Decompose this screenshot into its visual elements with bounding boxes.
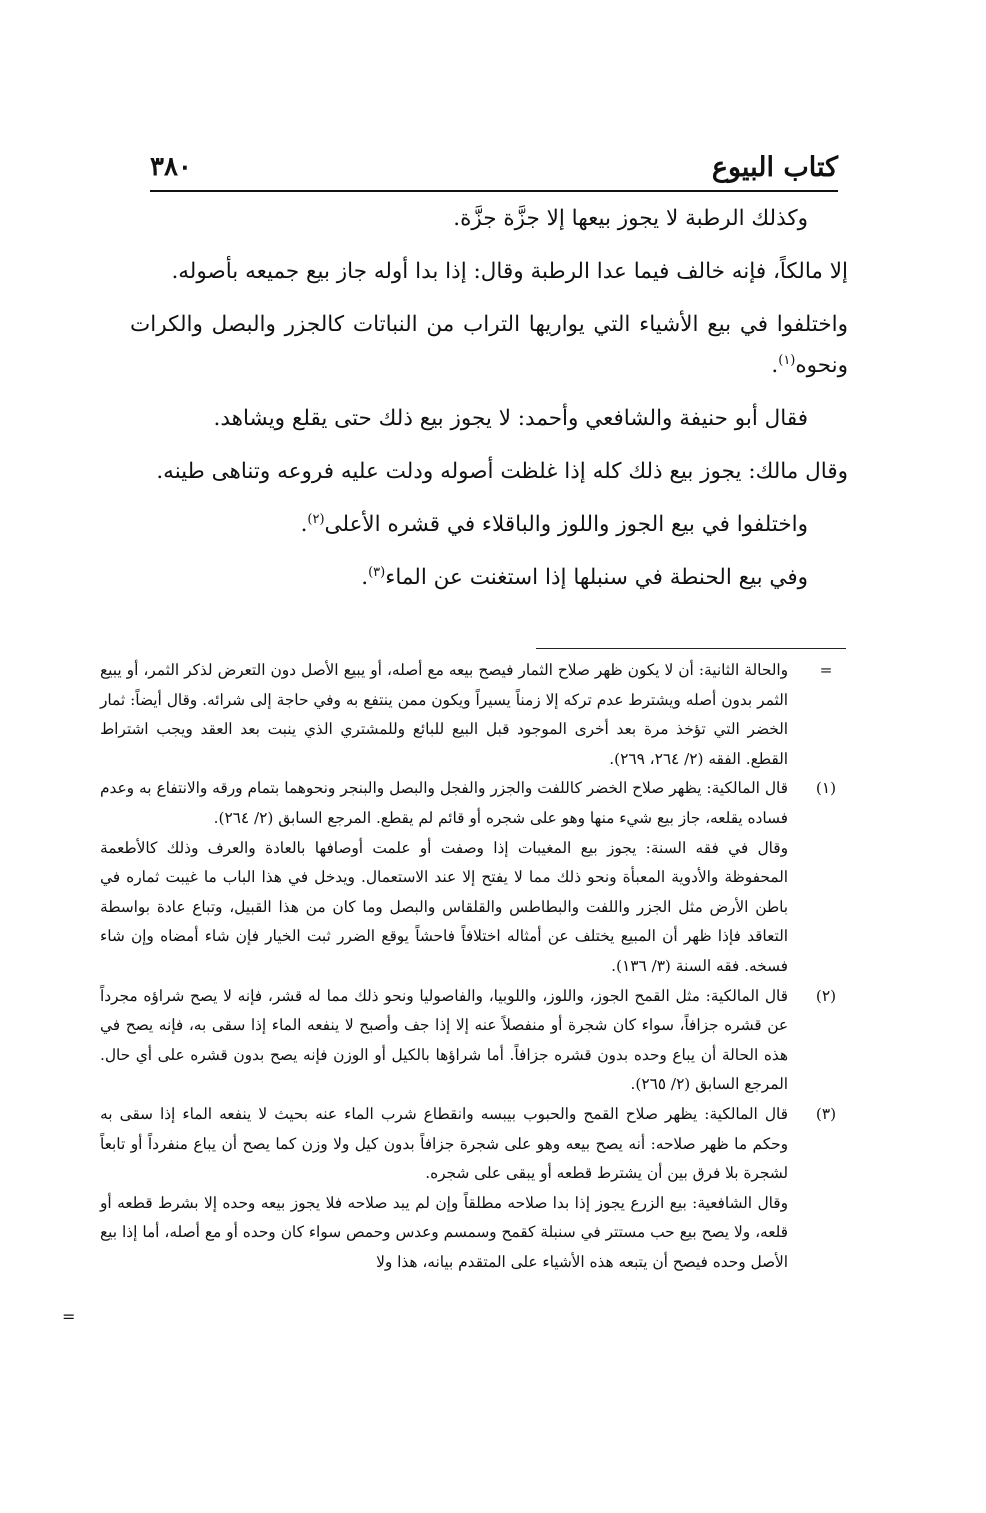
paragraph-7-text: وفي بيع الحنطة في سنبلها إذا استغنت عن الماء: [385, 565, 808, 590]
footnote-1-text-2: وقال في فقه السنة: يجوز بيع المغيبات إذا وصفت أو علمت أوصافها بالعادة والعرف وذلك كالأطعمة المحفوظة والأدوية المعبأة ونحو ذلك مما لا يفتح إلا عند الاستعمال. ويدخل في هذا الباب ما غيبت ثماره في باطن الأرض مثل الجزر واللفت والبطاطس والقلقاس والبصل وما كان من هذا القبيل، وتباع عادة بواسطة التعاقد فإذا ظهر أن المبيع يختلف عن أمثاله اختلافاً فاحشاً يوقع الضرر ثبت الخيار فإن شاء أمضاه وإن شاء فسخه. فقه السنة (٣/ ١٣٦).: [100, 838, 788, 975]
footnote-3-text-2: وقال الشافعية: بيع الزرع يجوز إذا بدا صلاحه مطلقاً وإن لم يبد صلاحه فلا يجوز بيعه وحده إلا بشرط قطعه أو قلعه، ولا يصح بيع حب مستتر في سنبلة كقمح وسمسم وعدس وحمص سواء كان وحده أو مع أصله، أما إذا بيع الأصل وحده فيصح أن يتبعه هذه الأشياء على المتقدم بيانه، هذا ولا: [100, 1193, 788, 1271]
footnote-3: [100, 1100, 848, 1189]
footnote-3-text: قال المالكية: يظهر صلاح القمح والحبوب بيبسه وانقطاع شرب الماء عنه بحيث لا ينفعه الماء إذا سقى به وحكم ما ظهر صلاحه: أنه يصح بيعه وهو على شجرة جزافاً بدون كيل ولا وزن كما يصح أن يباع منفرداً أو تابعاً لشجرة بلا فرق بين أن يشترط قطعه أو يبقى على شجره.: [100, 1104, 788, 1183]
footnote-separator: [536, 648, 846, 649]
paragraph-1: وكذلك الرطبة لا يجوز بيعها إلا جزَّة جزَّة.: [453, 206, 808, 231]
paragraph-3-text: واختلفوا في بيع الأشياء التي يواريها التراب من النباتات كالجزر والبصل والكرات ونحوه: [130, 312, 848, 378]
footnote-2: [100, 982, 848, 1100]
continuation-end-mark: =: [62, 1307, 76, 1326]
footnote-1-text: قال المالكية: يظهر صلاح الخضر كاللفت والجزر والفجل والبصل والبنجر ونحوهما بتمام ورقه والانتفاع به وعدم فساده يقلعه، جاز بيع شيء منها وهو على شجره أو قائم لم يقطع. المرجع السابق (٢/ ٢٦٤).: [100, 779, 788, 827]
footnotes: [100, 656, 848, 1277]
paragraph-4: فقال أبو حنيفة والشافعي وأحمد: لا يجوز بيع ذلك حتى يقلع ويشاهد.: [213, 406, 808, 431]
paragraph-5: وقال مالك: يجوز بيع ذلك كله إذا غلظت أصوله ودلت عليه فروعه وتناهى طينه.: [156, 459, 848, 484]
page-number: ٣٨٠: [150, 152, 192, 182]
paragraph-6: واختلفوا في بيع الجوز واللوز والباقلاء في قشره الأعلى$^{(٢)}$.: [300, 511, 808, 537]
footnote-3-mark: (٣): [815, 1104, 837, 1123]
paragraph-2: إلا مالكاً، فإنه خالف فيما عدا الرطبة وقال: إذا بدا أوله جاز بيع جميعه بأصوله.: [171, 259, 848, 284]
footnote-1: [100, 774, 848, 833]
footnote-3-cont: [100, 1189, 848, 1278]
footnote-1-mark: (١): [815, 779, 837, 798]
footnote-1-cont: [100, 834, 848, 982]
footnote-2-mark: (٢): [815, 986, 837, 1005]
paragraph-7: وفي بيع الحنطة في سنبلها إذا استغنت عن الماء$^{(٣)}$.: [361, 564, 808, 590]
footnote-2-text: قال المالكية: مثل القمح الجوز، واللوز، واللوبيا، والفاصوليا ونحو ذلك مما له قشر، فإنه لا يصح شراؤه مجرداً عن قشره جزافاً، سواء كان شجرة أو منفصلاً عنه إلا إذا جف وأصبح لا ينفعه الماء إذا سقى به، فإنه يصح في هذه الحالة أن يباع وحده بدون قشره جزافاً. أما شراؤها بالكيل أو الوزن فإنه يصح بدون قشره على أي حال. المرجع السابق (٢/ ٢٦٥).: [100, 986, 788, 1094]
footnote-ref-1: (١): [778, 352, 796, 368]
footnote-continuation: [100, 656, 848, 774]
continuation-text: والحالة الثانية: أن لا يكون ظهر صلاح الثمار فيصح بيعه مع أصله، أو يبيع الأصل دون التعرض لذكر الثمر، أو يبيع الثمر بدون أصله ويشترط عدم تركه إلا زمناً يسيراً ويكون ممن ينتفع به وفي حاجة إلى شرائه. وقال أيضاً: ثمار الخضر التي تؤخذ مرة بعد أخرى الموجود قبل البيع للبائع وللمشتري الذي ينبت بعد العقد ويجب اشتراط القطع. الفقه (٢/ ٢٦٤، ٢٦٩).: [100, 661, 788, 768]
paragraph-3: واختلفوا في بيع الأشياء التي يواريها التراب من النباتات كالجزر والبصل والكرات ونحوه$^{(١)}$.: [130, 312, 848, 378]
main-text: [130, 198, 848, 610]
chapter-title: كتاب البيوع: [711, 152, 838, 183]
footnote-ref-2: (٢): [307, 511, 325, 527]
footnote-ref-3: (٣): [368, 564, 386, 580]
continuation-mark: =: [819, 661, 833, 679]
running-header: [150, 150, 838, 192]
paragraph-6-text: واختلفوا في بيع الجوز واللوز والباقلاء في قشره الأعلى: [324, 512, 808, 537]
